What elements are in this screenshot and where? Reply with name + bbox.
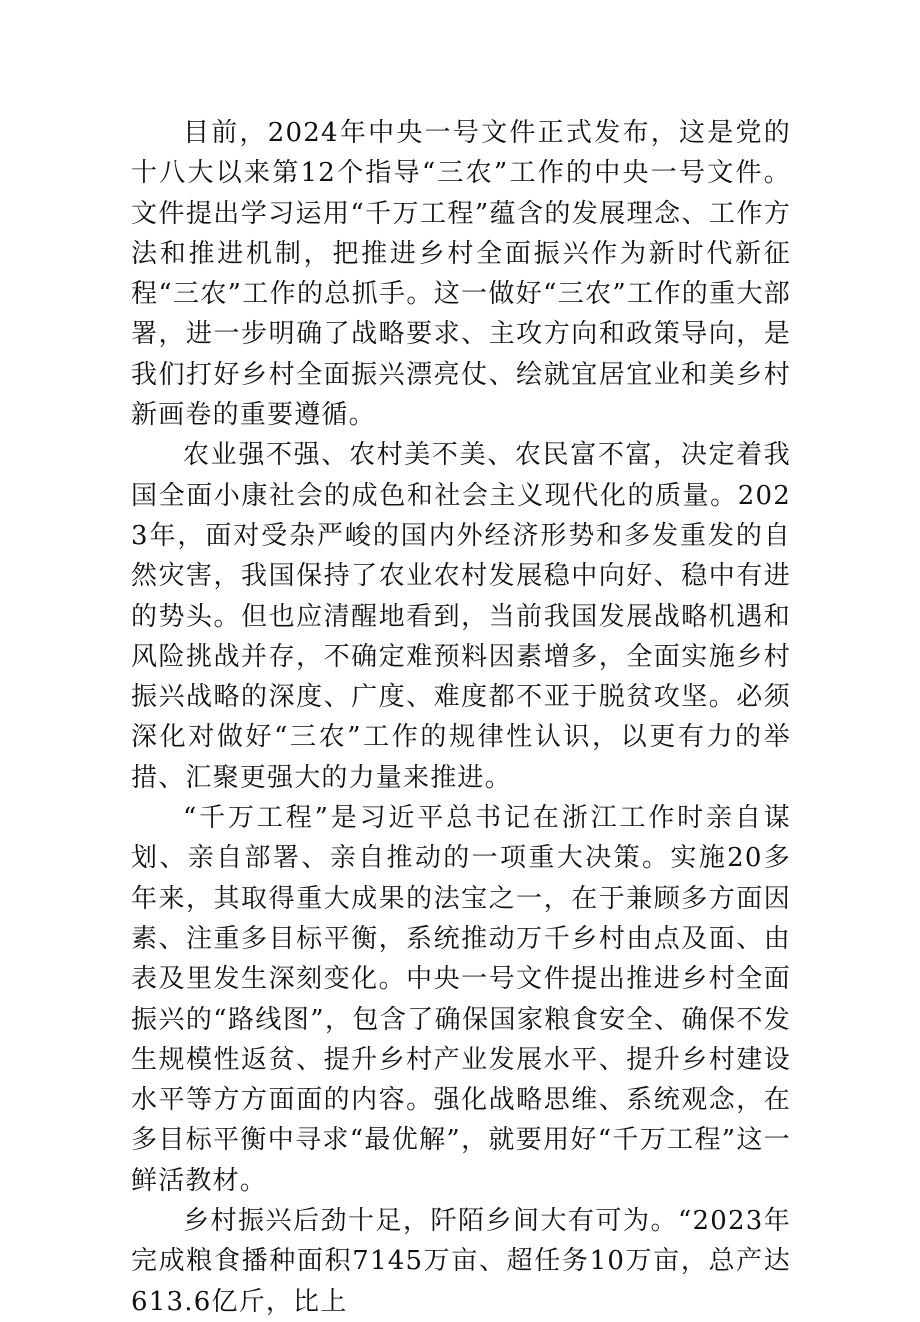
document-body	[131, 113, 791, 1322]
paragraph-4: 乡村振兴后劲十足，阡陌乡间大有可为。“2023年完成粮食播种面积7145万亩、超任务10万亩，总产达613.6亿斤，比上	[131, 1206, 791, 1317]
paragraph-2: 农业强不强、农村美不美、农民富不富，决定着我国全面小康社会的成色和社会主义现代化的质量。2023年，面对受杂严峻的国内外经济形势和多发重发的自然灾害，我国保持了农业农村发展稳中向好、稳中有进的势头。但也应清醒地看到，当前我国发展战略机遇和风险挑战并存，不确定难预料因素增多，全面实施乡村振兴战略的深度、广度、难度都不亚于脱贫攻坚。必须深化对做好“三农”工作的规律性认识，以更有力的举措、汇聚更强大的力量来推进。	[131, 440, 791, 793]
paragraph-1: 目前，2024年中央一号文件正式发布，这是党的十八大以来第12个指导“三农”工作的中央一号文件。文件提出学习运用“千万工程”蕴含的发展理念、工作方法和推进机制，把推进乡村全面振兴作为新时代新征程“三农”工作的总抓手。这一做好“三农”工作的重大部署，进一步明确了战略要求、主攻方向和政策导向，是我们打好乡村全面振兴漂亮仗、绘就宜居宜业和美乡村新画卷的重要遵循。	[131, 118, 791, 431]
paragraph-3: “千万工程”是习近平总书记在浙江工作时亲自谋划、亲自部署、亲自推动的一项重大决策。实施20多年来，其取得重大成果的法宝之一，在于兼顾多方面因素、注重多目标平衡，系统推动万千乡村由点及面、由表及里发生深刻变化。中央一号文件提出推进乡村全面振兴的“路线图”，包含了确保国家粮食安全、确保不发生规模性返贫、提升乡村产业发展水平、提升乡村建设水平等方方面面的内容。强化战略思维、系统观念，在多目标平衡中寻求“最优解”，就要用好“千万工程”这一鲜活教材。	[131, 803, 791, 1196]
